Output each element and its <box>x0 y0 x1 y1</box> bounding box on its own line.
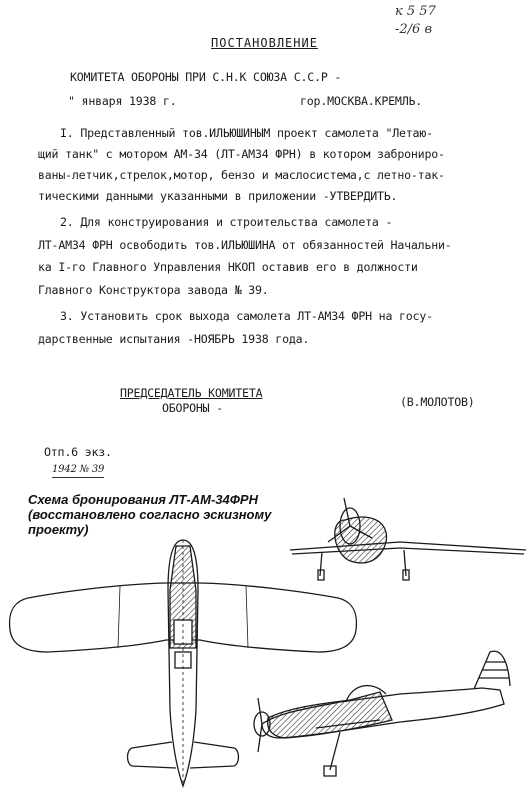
caption-line: проекту) <box>28 522 89 537</box>
body-line: 3. Установить срок выхода самолета ЛТ-АМ34 ФРН на госу- <box>60 309 433 323</box>
body-line: Главного Конструктора завода № 39. <box>38 283 269 297</box>
body-line: ЛТ-АМ34 ФРН освободить тов.ИЛЬЮШИНА от обязанностей Начальни- <box>38 238 452 252</box>
document-date: " января 1938 г. <box>68 94 177 108</box>
caption-line: (восстановлено согласно эскизному <box>28 507 272 522</box>
copies-handwritten: 1942 № 39 <box>52 463 104 478</box>
aircraft-plan-view <box>10 540 357 786</box>
side-landing-gear <box>324 732 340 776</box>
signature-name: (В.МОЛОТОВ) <box>400 395 475 409</box>
plan-wing-panel-line <box>246 586 248 648</box>
side-fin-stripes <box>479 662 509 678</box>
side-propeller-blade <box>258 698 262 752</box>
body-line: 2. Для конструирования и строительства самолета - <box>60 215 393 229</box>
front-gear-right <box>403 550 409 580</box>
front-gear-left <box>318 552 324 580</box>
document-title: ПОСТАНОВЛЕНИЕ <box>211 36 318 50</box>
copies-note: Отп.6 экз. <box>44 445 112 459</box>
committee-line: КОМИТЕТА ОБОРОНЫ ПРИ С.Н.К СОЮЗА С.С.Р - <box>70 70 342 84</box>
front-wing-lower-edge <box>292 548 524 554</box>
body-line: ваны-летчик,стрелок,мотор, бензо и маслосистема,с летно-так- <box>38 168 445 182</box>
side-armor-hatch <box>268 692 392 738</box>
body-line: ка I-го Главного Управления НКОП оставив его в должности <box>38 260 418 274</box>
archive-mark-line2: -2/6 в <box>395 22 433 37</box>
aircraft-armor-diagram <box>0 480 529 810</box>
front-fuselage <box>335 517 387 563</box>
body-line: щий танк" с мотором АМ-34 (ЛТ-АМ34 ФРН) в котором забронирo- <box>38 147 445 161</box>
body-line: I. Представленный тов.ИЛЬЮШИНЫМ проект самолета "Летаю- <box>60 126 433 140</box>
signature-role-line2: ОБОРОНЫ - <box>162 401 224 415</box>
caption-line: Схема бронирования ЛТ-АМ-34ФРН <box>28 492 258 507</box>
aircraft-side-view <box>254 651 510 776</box>
plan-wing-panel-line <box>118 586 120 648</box>
aircraft-front-view <box>290 498 526 580</box>
archive-mark-line1: к 5 57 <box>395 4 436 19</box>
document-place: гор.МОСКВА.КРЕМЛЬ. <box>300 94 423 108</box>
signature-role-line1: ПРЕДСЕДАТЕЛЬ КОМИТЕТА <box>120 386 263 400</box>
body-line: дарственные испытания -НОЯБРЬ 1938 года. <box>38 332 310 346</box>
body-line: тическими данными указанными в приложении -УТВЕРДИТЬ. <box>38 189 398 203</box>
